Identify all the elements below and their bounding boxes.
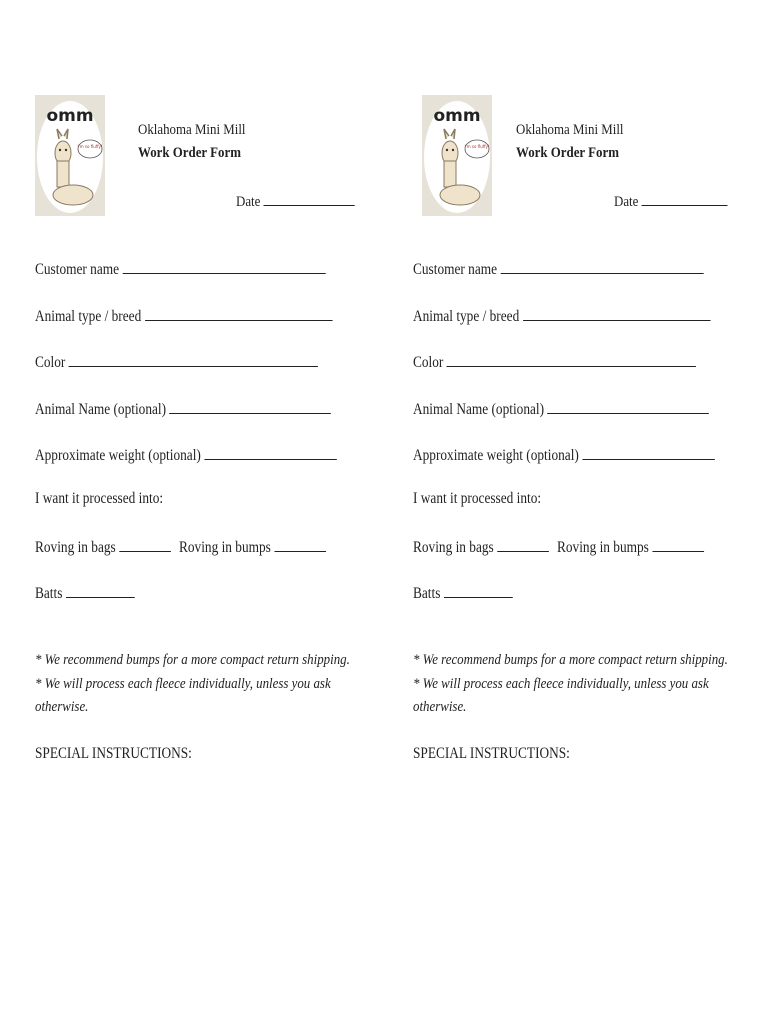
mill-logo [422,95,492,216]
customer-name-field[interactable] [35,259,325,279]
mill-logo [35,95,105,216]
roving-bags-field[interactable] [35,537,171,557]
batts-field[interactable] [413,583,513,603]
alpaca-logo-icon [35,95,105,216]
roving-bumps-blank[interactable] [274,537,326,552]
note-line: * We recommend bumps for a more compact return shipping. [413,652,728,668]
animal-name-blank[interactable] [169,399,331,414]
note-line: otherwise. [35,699,89,715]
color-label: Color [413,354,444,371]
form-title: Work Order Form [138,145,241,161]
processed-into-label: I want it processed into: [35,490,164,507]
customer-name-blank[interactable] [122,259,325,274]
company-name: Oklahoma Mini Mill [138,122,246,138]
customer-name-label: Customer name [35,261,120,278]
animal-name-label: Animal Name (optional) [35,401,167,418]
note-line: otherwise. [413,699,467,715]
animal-name-field[interactable] [413,399,709,419]
weight-blank[interactable] [204,445,336,460]
batts-label: Batts [413,585,441,602]
form-title: Work Order Form [516,145,619,161]
roving-bags-blank[interactable] [497,537,549,552]
batts-field[interactable] [35,583,135,603]
date-label: Date [614,194,639,210]
batts-label: Batts [35,585,63,602]
special-instructions-label: SPECIAL INSTRUCTIONS: [413,745,570,762]
date-field[interactable] [236,191,355,211]
date-field[interactable] [614,191,728,211]
date-blank[interactable] [642,191,728,206]
logo-bubble-text: I'm so fluffy! [464,144,490,149]
animal-type-blank[interactable] [523,306,710,321]
color-blank[interactable] [447,352,696,367]
date-label: Date [236,194,261,210]
note-line: * We will process each fleece individually, unless you ask [413,676,709,692]
customer-name-blank[interactable] [500,259,703,274]
color-label: Color [35,354,66,371]
animal-name-label: Animal Name (optional) [413,401,545,418]
company-name: Oklahoma Mini Mill [516,122,624,138]
animal-type-field[interactable] [35,306,332,326]
roving-bumps-blank[interactable] [652,537,704,552]
roving-bumps-label: Roving in bumps [179,539,271,556]
logo-text: omm [433,106,481,126]
roving-bumps-field[interactable] [557,537,704,557]
weight-label: Approximate weight (optional) [413,447,579,464]
note-line: * We will process each fleece individually, unless you ask [35,676,331,692]
animal-name-field[interactable] [35,399,331,419]
color-blank[interactable] [69,352,318,367]
animal-type-label: Animal type / breed [35,308,142,325]
animal-type-label: Animal type / breed [413,308,520,325]
work-order-form-left [35,0,350,1024]
special-instructions-label: SPECIAL INSTRUCTIONS: [35,745,192,762]
color-field[interactable] [35,352,318,372]
weight-field[interactable] [35,445,337,465]
roving-bumps-label: Roving in bumps [557,539,649,556]
date-blank[interactable] [264,191,355,206]
roving-bags-field[interactable] [413,537,549,557]
customer-name-label: Customer name [413,261,498,278]
color-field[interactable] [413,352,696,372]
logo-text: omm [46,106,94,126]
processed-into-label: I want it processed into: [413,490,542,507]
batts-blank[interactable] [444,583,513,598]
roving-bags-label: Roving in bags [413,539,494,556]
roving-bags-blank[interactable] [119,537,171,552]
alpaca-logo-icon [422,95,492,216]
animal-name-blank[interactable] [547,399,709,414]
weight-field[interactable] [413,445,715,465]
customer-name-field[interactable] [413,259,703,279]
animal-type-blank[interactable] [145,306,332,321]
logo-bubble-text: I'm so fluffy! [77,144,103,149]
note-line: * We recommend bumps for a more compact return shipping. [35,652,350,668]
weight-label: Approximate weight (optional) [35,447,201,464]
roving-bags-label: Roving in bags [35,539,116,556]
animal-type-field[interactable] [413,306,710,326]
roving-bumps-field[interactable] [179,537,326,557]
work-order-form-right [413,0,728,1024]
weight-blank[interactable] [582,445,714,460]
batts-blank[interactable] [66,583,135,598]
